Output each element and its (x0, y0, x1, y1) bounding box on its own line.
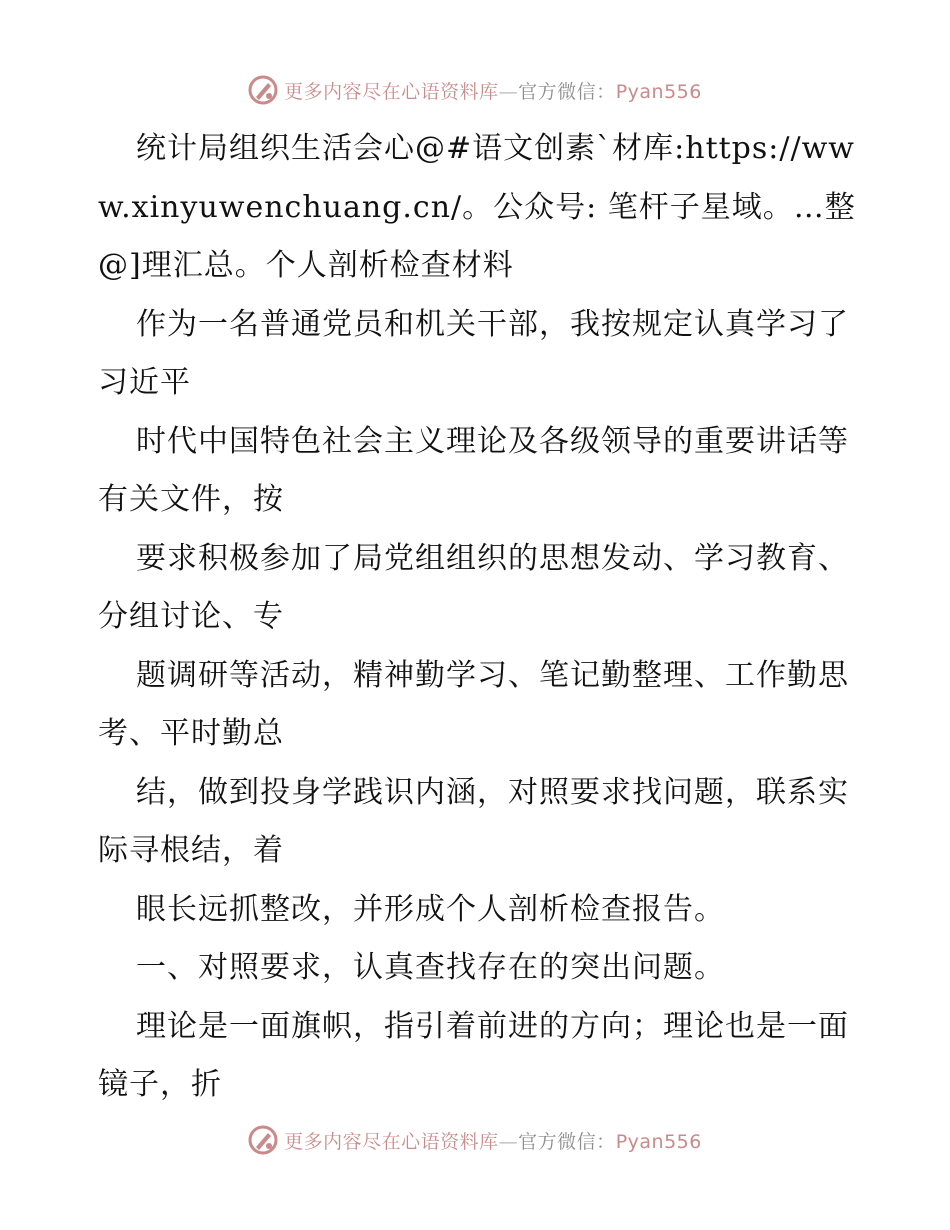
watermark-main: 更多内容尽在心语资料库 (284, 1130, 499, 1153)
paragraph-2: 作为一名普通党员和机关干部，我按规定认真学习了习近平 (98, 306, 849, 400)
watermark-suffix: 官方微信： (518, 80, 616, 103)
document-body (98, 120, 858, 1115)
watermark-main: 更多内容尽在心语资料库 (284, 80, 499, 103)
watermark-dash: — (498, 80, 519, 103)
watermark-suffix: 官方微信： (518, 1130, 616, 1153)
paragraph-4: 要求积极参加了局党组组织的思想发动、学习教育、分组讨论、专 (98, 540, 849, 634)
section-heading-1: 一、对照要求，认真查找存在的突出问题。 (136, 950, 725, 985)
paragraph-5: 题调研等活动，精神勤学习、笔记勤整理、工作勤思考、平时勤总 (98, 657, 849, 751)
pen-logo-icon (248, 1125, 278, 1155)
footer-watermark (0, 1120, 950, 1160)
paragraph-1: 统计局组织生活会心@#语文创素`材库:https://www.xinyuwenchuang.cn/。公众号: 笔杆子星域。…整@]理汇总。个人剖析检查材料 (98, 131, 856, 283)
paragraph-6: 结，做到投身学践识内涵，对照要求找问题，联系实际寻根结，着 (98, 774, 849, 868)
watermark-wechat-id: Pyan556 (615, 1130, 702, 1153)
paragraph-7: 眼长远抓整改，并形成个人剖析检查报告。 (136, 891, 725, 927)
watermark-wechat-id: Pyan556 (615, 80, 702, 103)
watermark-text (284, 77, 702, 104)
watermark-dash: — (498, 1130, 519, 1153)
pen-logo-icon (248, 75, 278, 105)
paragraph-8: 理论是一面旗帜，指引着前进的方向；理论也是一面镜子，折 (98, 1008, 849, 1102)
header-watermark (0, 70, 950, 110)
paragraph-3: 时代中国特色社会主义理论及各级领导的重要讲话等有关文件，按 (98, 423, 849, 517)
watermark-text (284, 1127, 702, 1154)
